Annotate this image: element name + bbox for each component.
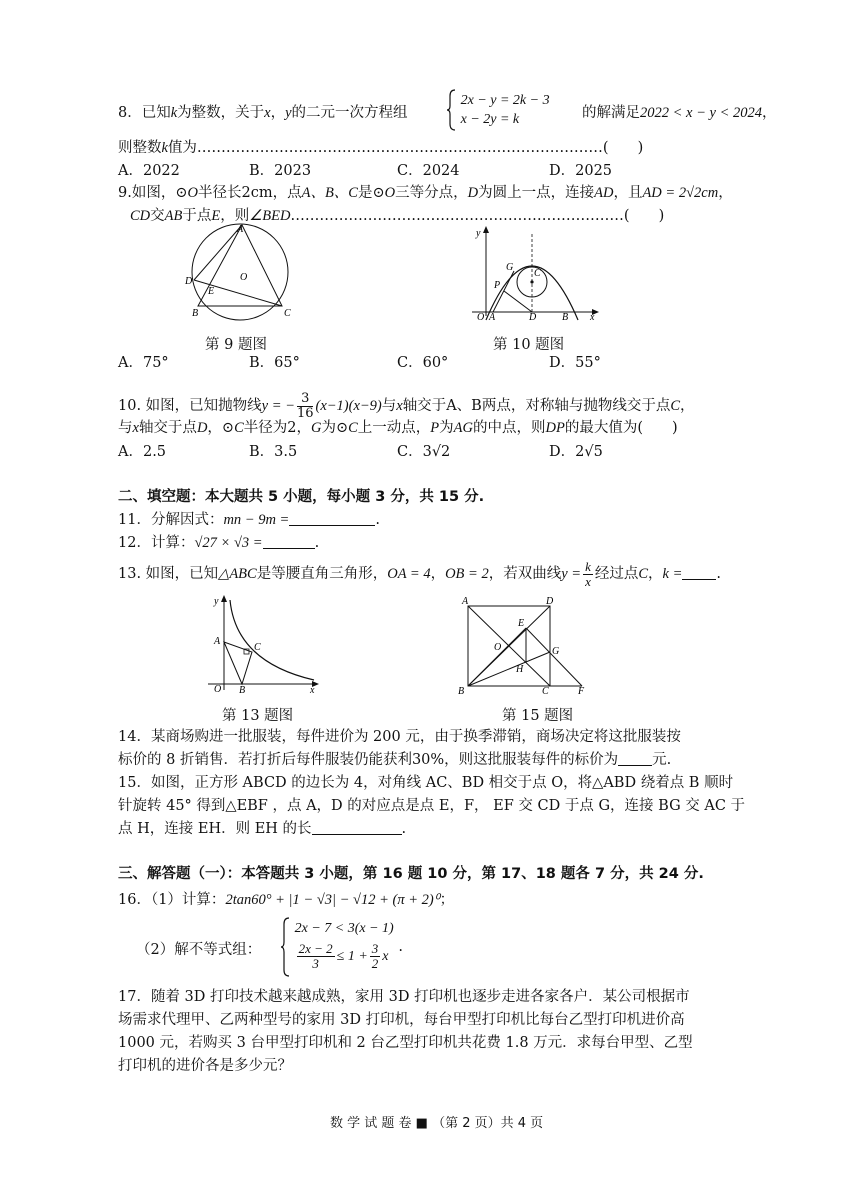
q11-answer-blank[interactable] [289, 511, 375, 526]
page-footer: 数 学 试 题 卷 ■ （第 2 页）共 4 页 [330, 1116, 544, 1131]
fig15-label-d: D [546, 596, 554, 607]
fig10-label-y: y [476, 228, 481, 239]
q12-answer-blank[interactable] [263, 534, 315, 549]
q14-line1: 14．某商场购进一批服装，每件进价为 200 元，由于换季滞销，商场决定将这批服装按 [118, 729, 681, 745]
figure-9 [182, 222, 298, 326]
q14-answer-blank[interactable] [618, 751, 652, 766]
q10-line1: 10. 如图，已知抛物线y = − $\frac{3}{16}$ (x−1)(x−9)与x轴交于A、B两点，对称轴与抛物线交于点C， [118, 390, 695, 421]
q10-option-c[interactable]: C．3√2 [397, 444, 451, 460]
q14-line2: 标价的 8 折销售．若打折后每件服装仍能获利30%，则这批服装每件的标价为 元. [118, 752, 672, 768]
fig10-label-o: O [477, 312, 485, 322]
q13-answer-blank[interactable] [682, 565, 716, 580]
q10-option-d[interactable]: D．2√5 [549, 444, 603, 460]
q16-inequality-system: 2x − 7 < 3(x − 1) $\frac{2x - 2}{3}$ ≤ 1 + $\frac{3}{2}$ x . [280, 916, 403, 978]
q17-line3: 1000 元，若购买 3 台甲型打印机和 2 台乙型打印机共花费 1.8 万元．求每台甲型、乙型 [118, 1035, 693, 1051]
fig10-caption: 第 10 题图 [493, 337, 565, 353]
fig13-label-o: O [214, 684, 222, 695]
figure-10 [466, 224, 602, 322]
fig13-label-x: x [310, 685, 315, 696]
fig10-label-a: A [489, 312, 496, 322]
q8-options [118, 161, 612, 181]
fig13-label-c: C [254, 642, 261, 653]
fig15-label-b: B [458, 686, 465, 696]
fig10-label-c: C [534, 268, 541, 279]
fig9-label-a: A [237, 224, 244, 235]
q13: 13. 如图，已知△ABC是等腰直角三角形，OA = 4，OB = 2，若双曲线y = $\frac{k}{x}$ 经过点C，k = . [118, 558, 721, 589]
q8-line1: 8．已知k为整数，关于x，y的二元一次方程组 [118, 105, 408, 121]
figure-13 [204, 592, 322, 696]
q9-options [118, 353, 601, 373]
q9-option-c[interactable]: C．60° [397, 355, 449, 371]
q16-part2-label: （2）解不等式组： [136, 942, 262, 958]
fig15-label-o: O [494, 642, 502, 653]
q9-line2: CD交AB于点E，则∠BED……………………………………………………………( ) [130, 208, 665, 224]
fig10-label-b: B [562, 312, 569, 322]
q16-part1: 16．（1）计算：2tan60° + |1 − √3| − √12 + (π + 2)⁰； [118, 892, 455, 908]
q10-options [118, 442, 603, 462]
q8-line2: 则整数k值为…………………………………………………………………………( ) [118, 140, 644, 156]
q10-line2: 与x轴交于点D，⊙C半径为2，G为⊙C上一动点，P为AG的中点，则DP的最大值为( ) [118, 420, 678, 436]
fig9-label-d: D [185, 276, 193, 287]
fig10-label-d: D [529, 312, 537, 322]
fig10-label-g: G [506, 262, 514, 273]
q17-line1: 17．随着 3D 打印技术越来越成熟，家用 3D 打印机也逐步走进各家各户．某公司根据市 [118, 989, 690, 1005]
q15-line3: 点 H，连接 EH．则 EH 的长 . [118, 821, 407, 837]
fig13-label-a: A [214, 636, 221, 647]
fig9-label-c: C [284, 308, 291, 319]
section-2-title: 二、填空题：本大题共 5 小题，每小题 3 分，共 15 分. [118, 489, 485, 505]
q15-line2: 针旋转 45° 得到△EBF ，点 A，D 的对应点是点 E，F， EF 交 CD 于点 G，连接 BG 交 AC 于 [118, 798, 746, 814]
brace-icon [280, 916, 290, 978]
q9-option-a[interactable]: A．75° [118, 355, 169, 371]
fig15-label-f: F [578, 686, 585, 696]
fig13-caption: 第 13 题图 [222, 708, 294, 724]
fig15-label-a: A [462, 596, 469, 607]
brace-icon [446, 88, 456, 132]
q9-option-b[interactable]: B．65° [249, 355, 300, 371]
q8-option-d[interactable]: D．2025 [549, 163, 613, 179]
q8-option-b[interactable]: B．2023 [249, 163, 312, 179]
q8-system: 2x − y = 2k − 3 x − 2y = k [446, 88, 550, 132]
q10-option-a[interactable]: A．2.5 [118, 444, 167, 460]
q17-line2: 场需求代理甲、乙两种型号的家用 3D 打印机，每台甲型打印机比每台乙型打印机进价高 [118, 1012, 685, 1028]
fig13-label-b: B [239, 685, 246, 696]
q8-line1-tail: 的解满足2022 < x − y < 2024， [582, 105, 777, 121]
q17-line4: 打印机的进价各是多少元？ [118, 1058, 292, 1074]
q15-answer-blank[interactable] [312, 820, 402, 835]
fig15-label-g: G [552, 646, 560, 657]
fig13-label-y: y [214, 596, 219, 607]
fig9-label-b: B [192, 308, 199, 319]
fig10-label-p: P [494, 280, 501, 291]
figure-15 [456, 592, 590, 696]
q8-option-c[interactable]: C．2024 [397, 163, 460, 179]
fig15-label-e: E [518, 618, 525, 629]
fig15-label-h: H [516, 664, 524, 675]
fig10-label-x: x [590, 312, 595, 322]
fig9-label-e: E [208, 286, 215, 297]
q8-option-a[interactable]: A．2022 [118, 163, 180, 179]
fig15-label-c: C [542, 686, 549, 696]
q10-option-b[interactable]: B．3.5 [249, 444, 298, 460]
q11: 11．分解因式：mn − 9m = . [118, 512, 380, 528]
fig9-label-o: O [240, 272, 248, 283]
fig15-caption: 第 15 题图 [502, 708, 574, 724]
fig9-caption: 第 9 题图 [205, 337, 267, 353]
section-3-title: 三、解答题（一）：本答题共 3 小题，第 16 题 10 分，第 17、18 题各 7 分，共 24 分. [118, 866, 704, 882]
footer-square-icon: ■ [415, 1116, 428, 1131]
q9-option-d[interactable]: D．55° [549, 355, 601, 371]
q9-line1: 9.如图，⊙O半径长2cm，点A、B、C是⊙O三等分点，D为圆上一点，连接AD，且AD = 2√2cm， [118, 185, 733, 201]
q12: 12．计算：√27 × √3 = . [118, 535, 320, 551]
q15-line1: 15．如图，正方形 ABCD 的边长为 4，对角线 AC、BD 相交于点 O，将△ABD 绕着点 B 顺时 [118, 775, 734, 791]
